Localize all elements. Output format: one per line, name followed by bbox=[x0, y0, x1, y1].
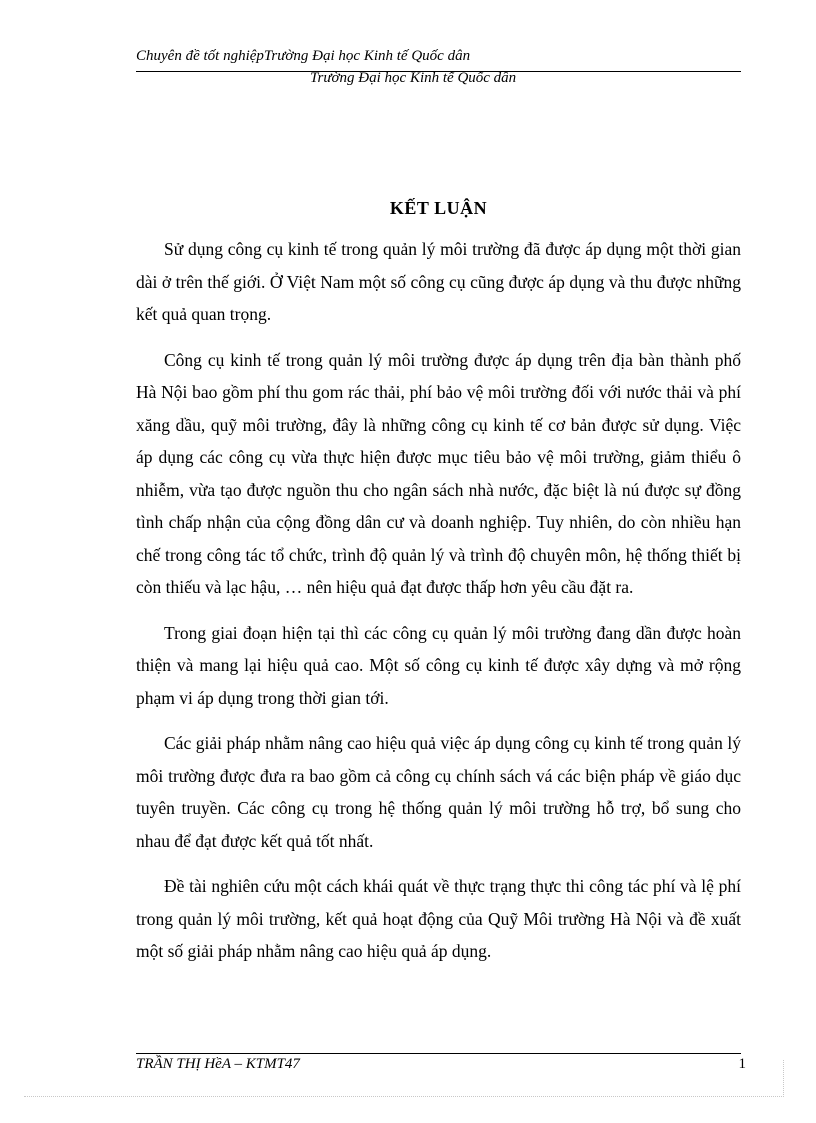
page-number: 1 bbox=[738, 1056, 746, 1072]
paragraph-3: Trong giai đoạn hiện tại thì các công cụ quản lý môi trường đang dần được hoàn thiện và mang lại hiệu quả cao. Một số công cụ kinh tế được xây dựng và mở rộng phạm vi áp dụng trong thời gian tới. bbox=[136, 622, 741, 708]
header-title: Chuyên đề tốt nghiệpTrường Đại học Kinh tế Quốc dân bbox=[136, 48, 471, 64]
paragraph-2: Công cụ kinh tế trong quản lý môi trường được áp dụng trên địa bàn thành phố Hà Nội bao gồm phí thu gom rác thải, phí bảo vệ môi trường đối với nước thải và phí xăng dầu, quỹ môi trường, đây là những công cụ kinh tế cơ bản được sử dụng. Việc áp dụng các công cụ vừa thực hiện được mục tiêu bảo vệ môi trường, giảm thiểu ô nhiễm, vừa tạo được nguồn thu cho ngân sách nhà nước, đặc biệt là nú được sự đồng tình chấp nhận của cộng đồng dân cư và doanh nghiệp. Tuy nhiên, do còn nhiều hạn chế trong công tác tổ chức, trình độ quản lý và trình độ chuyên môn, hệ thống thiết bị còn thiếu và lạc hậu, … nên hiệu quả đạt được thấp hơn yêu cầu đặt ra. bbox=[136, 349, 741, 597]
header-university: Trường Đại học Kinh tế Quốc dân bbox=[310, 70, 517, 86]
paragraph-5: Đề tài nghiên cứu một cách khái quát về thực trạng thực thi công tác phí và lệ phí trong quản lý môi trường, kết quả hoạt động của Quỹ Môi trường Hà Nội và đề xuất một số giải pháp nhằm nâng cao hiệu quả áp dụng. bbox=[136, 876, 741, 961]
paragraph-1: Sử dụng công cụ kinh tế trong quản lý môi trường đã được áp dụng một thời gian dài ở trên thế giới. Ở Việt Nam một số công cụ cũng được áp dụng và thu được những kết quả quan trọng. bbox=[136, 239, 741, 324]
page-border-dotted-bottom bbox=[24, 1096, 784, 1097]
page-border-dotted-right bbox=[783, 1060, 784, 1097]
paragraph-4: Các giải pháp nhằm nâng cao hiệu quả việc áp dụng công cụ kinh tế trong quản lý môi trường được đưa ra bao gồm cả công cụ chính sách vá các biện pháp về giáo dục tuyên truyền. Các công cụ trong hệ thống quản lý môi trường hỗ trợ, bổ sung cho nhau để đạt được kết quả tốt nhất. bbox=[136, 733, 741, 851]
body-text bbox=[136, 233, 741, 981]
footer-author: TRẦN THỊ HềA – KTMT47 bbox=[136, 1056, 300, 1072]
footer-rule bbox=[136, 1053, 741, 1054]
page-title: KẾT LUẬN bbox=[389, 198, 488, 218]
